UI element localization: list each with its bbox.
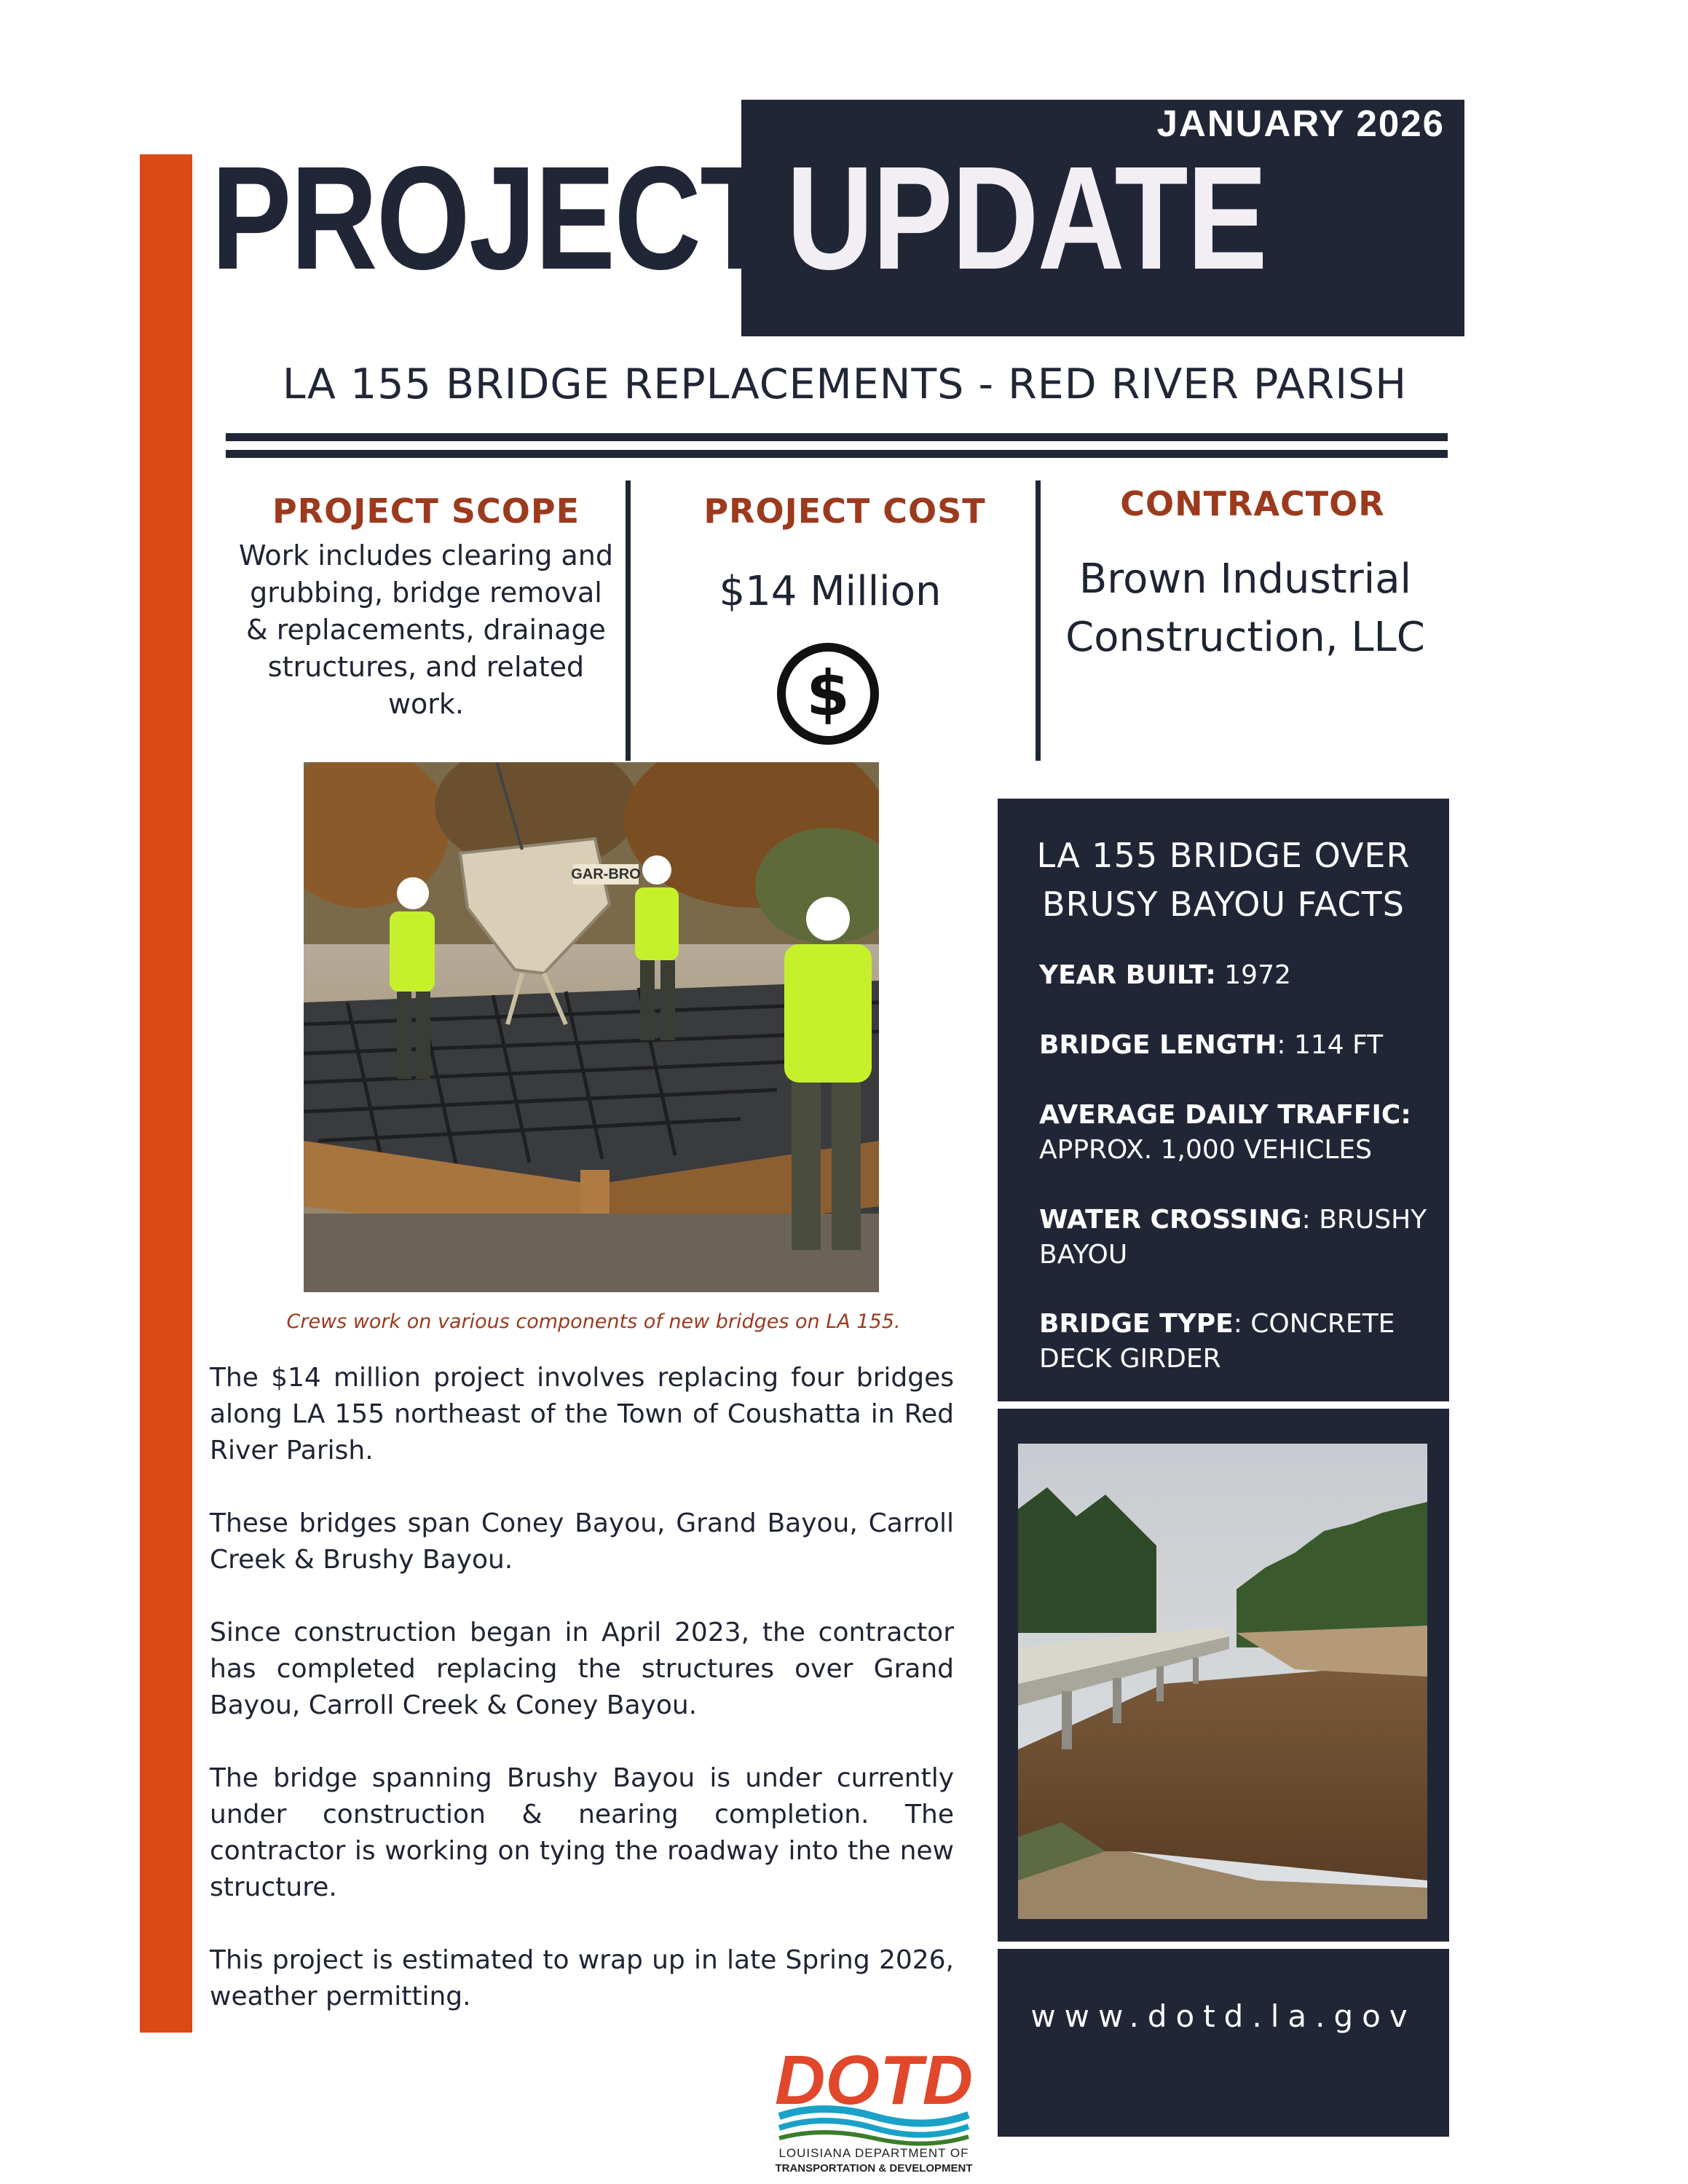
divider-rule (226, 433, 1448, 441)
divider-rule (226, 450, 1448, 458)
title-update: UPDATE (786, 135, 1266, 300)
cost-value: $14 Million (719, 568, 942, 615)
dotd-logo (765, 2035, 983, 2180)
crew-photo (304, 762, 879, 1292)
svg-text:$: $ (806, 657, 850, 730)
title-project: PROJECT (211, 135, 773, 300)
issue-date: JANUARY 2026 (1156, 103, 1445, 144)
scope-text: Work includes clearing and grubbing, bridge removal & replacements, drainage structures, and related work. (239, 539, 613, 720)
body-paragraph: The $14 million project involves replacing four bridges along LA 155 northeast of the Town of Coushatta in Red River Parish. (210, 1363, 954, 1465)
facts-title: LA 155 BRIDGE OVER BRUSY BAYOU FACTS (1036, 836, 1411, 924)
body-text (210, 1360, 954, 2052)
body-paragraph: These bridges span Coney Bayou, Grand Bayou, Carroll Creek & Brushy Bayou. (210, 1508, 954, 1575)
scope-heading: PROJECT SCOPE (272, 491, 580, 531)
accent-bar (140, 154, 192, 2033)
fact-bridge-length: BRIDGE LENGTH: 114 FT (1039, 1030, 1384, 1060)
dollar-circle-icon (773, 639, 883, 748)
fact-year-built: YEAR BUILT: 1972 (1039, 960, 1291, 990)
fact-water-crossing: WATER CROSSING: BRUSHY BAYOU (1039, 1205, 1427, 1270)
body-paragraph: This project is estimated to wrap up in late Spring 2026, weather permitting. (210, 1945, 954, 2011)
logo-wordmark: DOTD (775, 2041, 973, 2119)
body-paragraph: The bridge spanning Brushy Bayou is under currently under construction & nearing completion. The contractor is working on tying the roadway into the new structure. (210, 1763, 954, 1902)
logo-subtitle-2: TRANSPORTATION & DEVELOPMENT (775, 2162, 973, 2175)
contractor-heading: CONTRACTOR (1120, 484, 1385, 523)
photo-caption: Crews work on various components of new bridges on LA 155. (286, 1310, 901, 1333)
project-subtitle: LA 155 BRIDGE REPLACEMENTS - RED RIVER PARISH (282, 360, 1408, 408)
hopper-signage: GAR-BRO (571, 866, 641, 882)
bridge-photo (1018, 1444, 1427, 1919)
contractor-name: Brown Industrial Construction, LLC (1065, 555, 1425, 661)
panel-separator (998, 1401, 1449, 1409)
body-paragraph: Since construction began in April 2023, the contractor has completed replacing the structures over Grand Bayou, Carroll Creek & Coney Bayou. (210, 1618, 954, 1720)
logo-subtitle-1: LOUISIANA DEPARTMENT OF (778, 2146, 969, 2160)
cost-heading: PROJECT COST (703, 491, 986, 531)
fact-bridge-type: BRIDGE TYPE: CONCRETE DECK GIRDER (1039, 1309, 1395, 1374)
panel-separator (998, 1942, 1449, 1949)
column-divider (626, 480, 631, 761)
fact-daily-traffic: AVERAGE DAILY TRAFFIC: APPROX. 1,000 VEHICLES (1039, 1100, 1411, 1165)
website-url: www.dotd.la.gov (1030, 1998, 1416, 2034)
